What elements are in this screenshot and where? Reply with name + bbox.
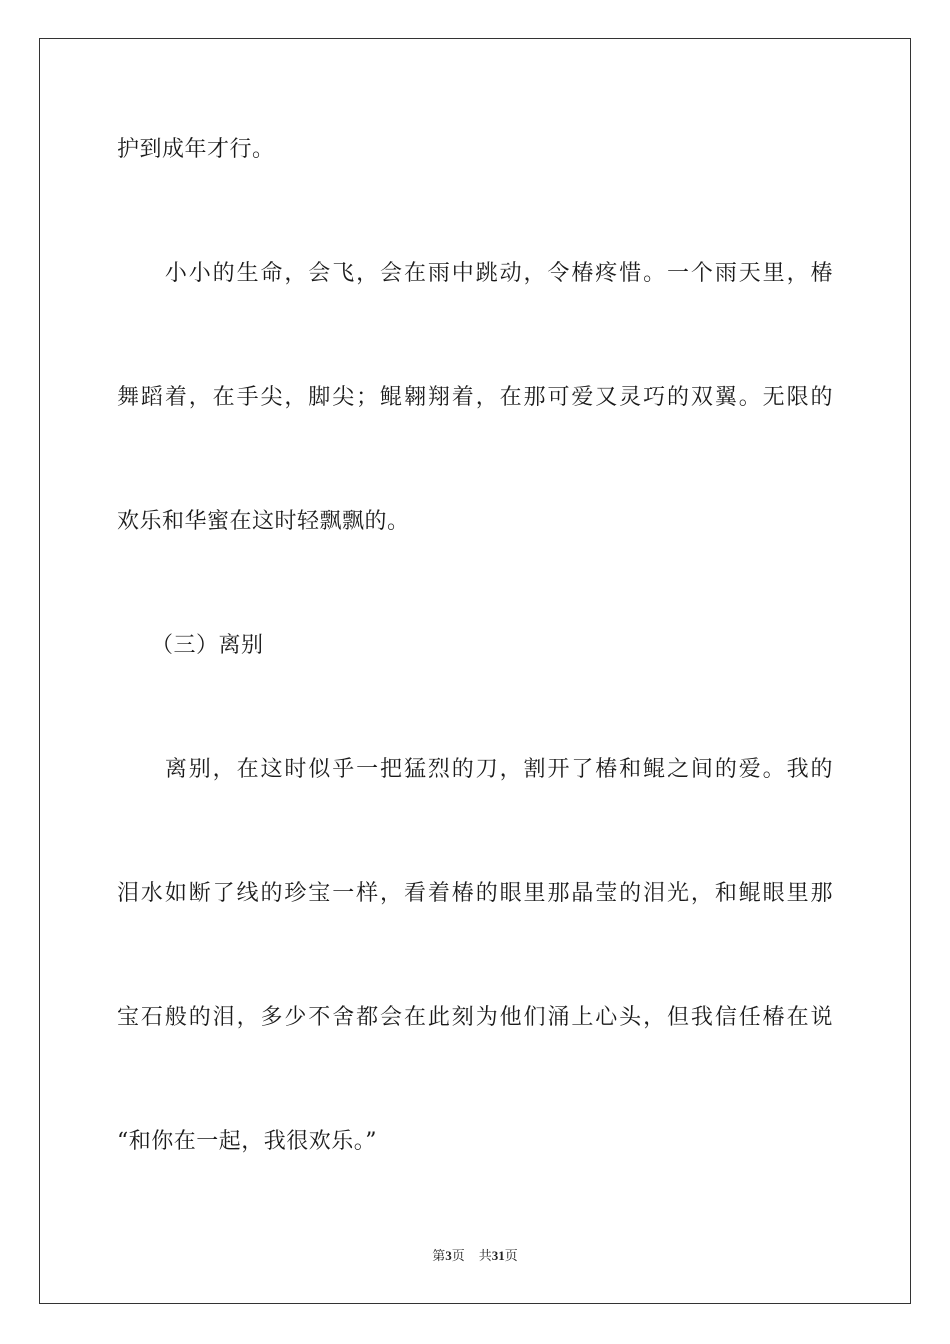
text-line-4: 欢乐和华蜜在这时轻飘飘的。 (117, 509, 410, 534)
text-line-7: 泪水如断了线的珍宝一样，看着椿的眼里那晶莹的泪光，和鲲眼里那 (117, 881, 833, 906)
page-footer (0, 1247, 950, 1265)
page-number: 3 (445, 1248, 452, 1263)
total-suffix: 页 (504, 1248, 518, 1263)
total-prefix: 共 (478, 1248, 492, 1263)
total-pages: 31 (491, 1248, 505, 1263)
page-suffix: 页 (451, 1248, 465, 1263)
text-line-8: 宝石般的泪，多少不舍都会在此刻为他们涌上心头，但我信任椿在说 (117, 1005, 833, 1030)
page-prefix: 第 (432, 1248, 446, 1263)
text-line-6: 离别，在这时似乎一把猛烈的刀，割开了椿和鲲之间的爱。我的 (117, 757, 833, 782)
text-line-9: “和你在一起，我很欢乐。” (117, 1129, 377, 1154)
section-heading: （三）离别 (117, 633, 264, 658)
page-border (39, 38, 911, 1304)
text-line-1: 护到成年才行。 (117, 137, 275, 162)
text-line-2: 小小的生命，会飞，会在雨中跳动，令椿疼惜。一个雨天里，椿 (117, 261, 833, 286)
text-line-3: 舞蹈着，在手尖，脚尖；鲲翱翔着，在那可爱又灵巧的双翼。无限的 (117, 385, 833, 410)
